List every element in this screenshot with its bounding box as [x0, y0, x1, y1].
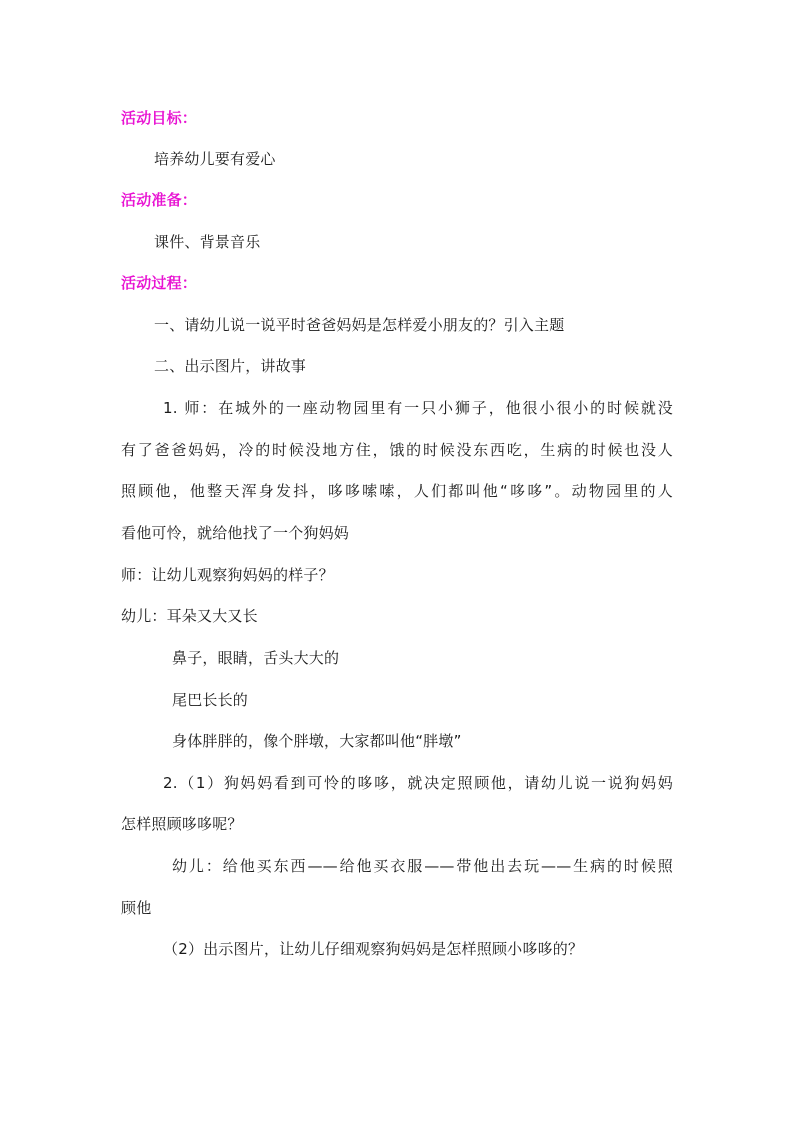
q2-answer-line-1: 幼儿：给他买东西——给他买衣服——带他出去玩——生病的时候照 [172, 857, 673, 875]
process-step-2: 二、出示图片，讲故事 [154, 357, 307, 375]
story-line-3: 照顾他，他整天浑身发抖，哆哆嗦嗦，人们都叫他“哆哆”。动物园里的人 [121, 482, 673, 500]
goal-content: 培养幼儿要有爱心 [154, 150, 276, 168]
child-answer-1: 幼儿：耳朵又大又长 [121, 607, 258, 625]
q2-line-2: 怎样照顾哆哆呢？ [121, 815, 243, 833]
story-line-2: 有了爸爸妈妈，冷的时候没地方住，饿的时候没东西吃，生病的时候也没人 [121, 441, 673, 459]
q2-answer-line-2: 顾他 [121, 899, 152, 917]
child-answer-4: 身体胖胖的，像个胖墩，大家都叫他“胖墩” [172, 732, 462, 750]
process-step-1: 一、请幼儿说一说平时爸爸妈妈是怎样爱小朋友的？引入主题 [154, 316, 565, 334]
teacher-prompt: 师：让幼儿观察狗妈妈的样子？ [121, 566, 334, 584]
preparation-content: 课件、背景音乐 [154, 233, 261, 251]
process-heading: 活动过程： [121, 274, 198, 292]
goal-heading: 活动目标： [121, 109, 198, 127]
child-answer-2: 鼻子，眼睛，舌头大大的 [172, 649, 340, 667]
story-line-4: 看他可怜，就给他找了一个狗妈妈 [121, 524, 350, 542]
child-answer-3: 尾巴长长的 [172, 691, 249, 709]
story-line-1: 1. 师：在城外的一座动物园里有一只小狮子，他很小很小的时候就没 [163, 399, 673, 417]
preparation-heading: 活动准备： [121, 191, 198, 209]
q2-line-1: 2.（1）狗妈妈看到可怜的哆哆，就决定照顾他，请幼儿说一说狗妈妈 [163, 774, 673, 792]
q2-part-2: （2）出示图片，让幼儿仔细观察狗妈妈是怎样照顾小哆哆的？ [163, 940, 584, 958]
